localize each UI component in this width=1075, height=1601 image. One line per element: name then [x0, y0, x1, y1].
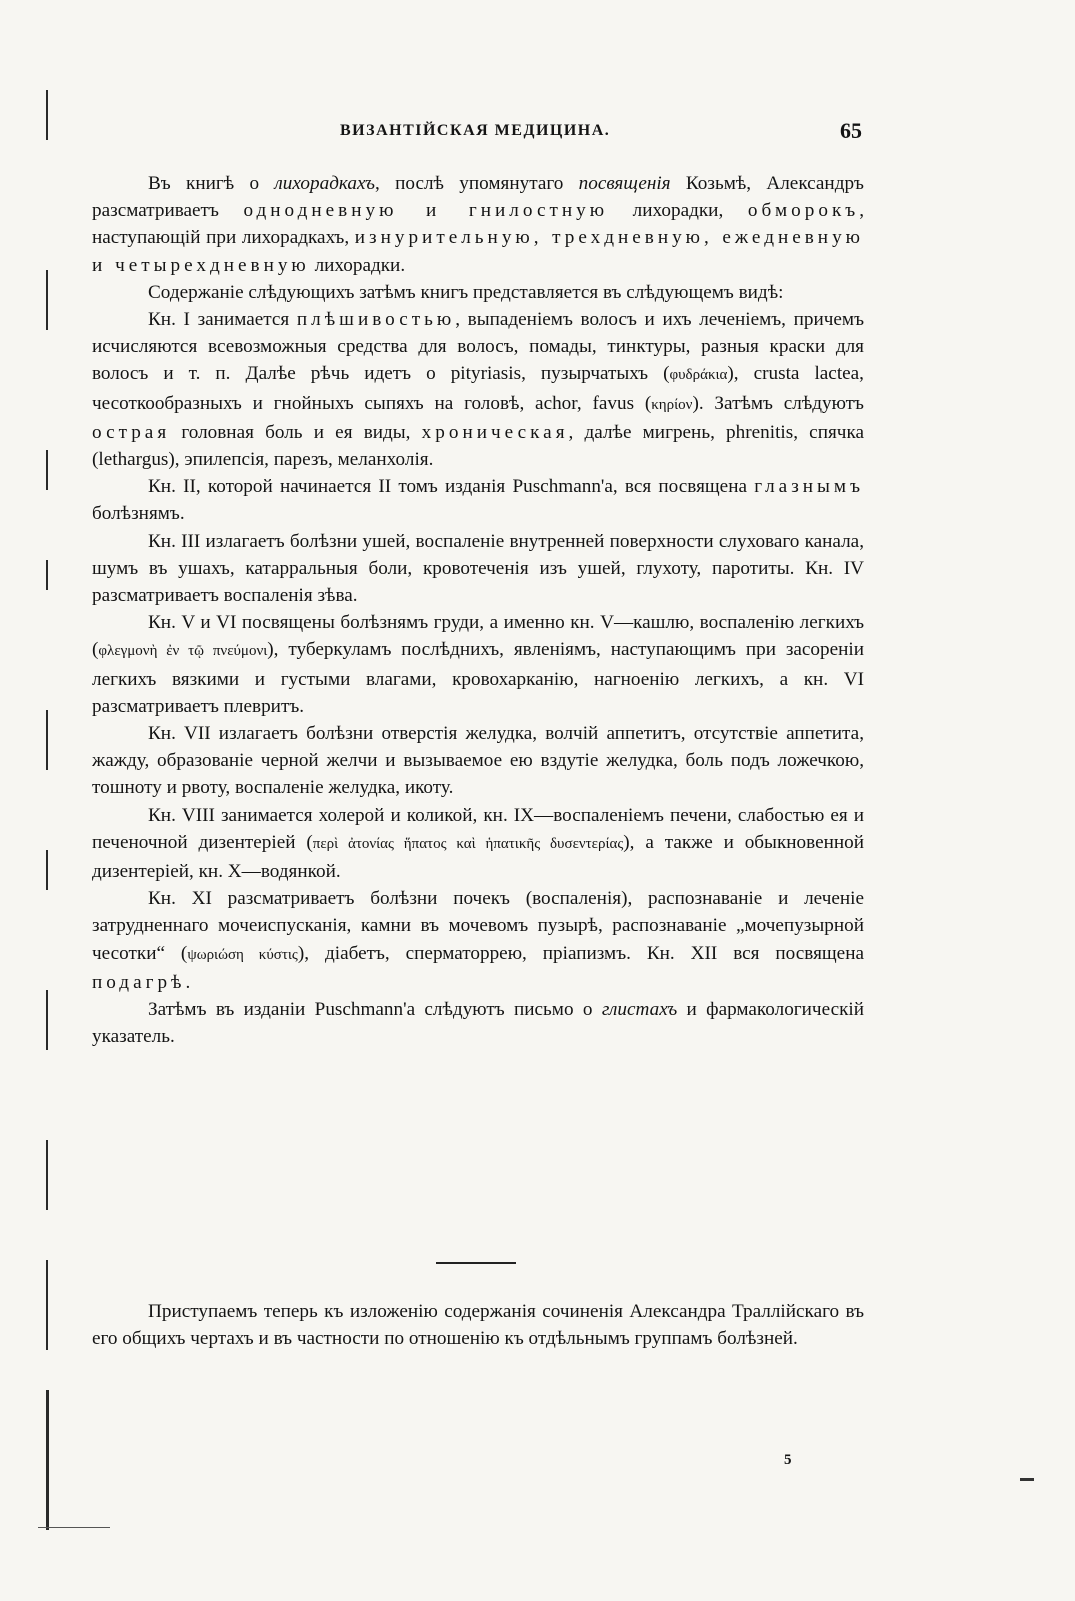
- paragraph: Содержаніе слѣдующихъ затѣмъ книгъ представляется въ слѣдующемъ видѣ:: [148, 281, 784, 303]
- margin-mark: [46, 1390, 49, 1530]
- paragraph: Приступаемъ теперь къ изложенію содержанія сочиненія Александра Траллійскаго въ его общихъ чертахъ и въ частности по отношенію къ отдѣльнымъ группамъ болѣзней.: [92, 1301, 864, 1350]
- paragraph: Затѣмъ въ изданіи Puschmann'а слѣдуютъ письмо о глистахъ и фармакологическій указатель.: [92, 999, 865, 1048]
- section-divider: [436, 1262, 516, 1264]
- margin-mark: [46, 90, 48, 140]
- scan-edge-rule: [38, 1527, 110, 1528]
- margin-mark: [46, 710, 48, 770]
- running-title: ВИЗАНТІЙСКАЯ МЕДИЦИНА.: [340, 122, 611, 139]
- paragraph: Кн. II, которой начинается II томъ изданія Puschmann'а, вся посвящена глазнымъ болѣзнямъ.: [92, 476, 864, 525]
- margin-mark: [46, 270, 48, 330]
- margin-mark: [46, 560, 48, 590]
- printer-signature-mark: 5: [784, 1452, 792, 1468]
- paragraph: Въ книгѣ о лихорадкахъ, послѣ упомянутаго посвященія Козьмѣ, Александръ разсматриваетъ однодневную и гнилостную лихорадки, обморокъ, наступающій при лихорадкахъ, изнурительную, трехдневную, ежедневную и четырехдневную лихорадки.: [92, 173, 864, 276]
- binding-edge-marks: [38, 90, 52, 1530]
- scan-artifact: [1020, 1478, 1034, 1481]
- main-text: [92, 170, 864, 1051]
- margin-mark: [46, 450, 48, 490]
- margin-mark: [46, 1140, 48, 1210]
- closing-text: [92, 1298, 864, 1352]
- margin-mark: [46, 1260, 48, 1350]
- paragraph: Кн. V и VI посвящены болѣзнямъ груди, а именно кн. V—кашлю, воспаленію легкихъ (φλεγμονὴ ἐν τῷ πνεύμονι), туберкуламъ послѣднихъ, явленіямъ, наступающимъ при засореніи легкихъ вязкими и густыми влагами, кровохарканію, нагноенію легкихъ, а кн. VI разсматриваетъ плевритъ.: [92, 612, 865, 717]
- page-header: [340, 118, 862, 148]
- paragraph: Кн. I занимается плѣшивостью, выпаденіемъ волосъ и ихъ леченіемъ, причемъ исчисляются всевозможныя средства для волосъ, помады, тинктуры, разныя краски для волосъ и т. п. Далѣе рѣчь идетъ о pityriasis, пузырчатыхъ (φυδράκια), crusta lactea, чесоткообразныхъ и гнойныхъ сыпяхъ на головѣ, achor, favus (κηρίον). Затѣмъ слѣдуютъ острая головная боль и ея виды, хроническая, далѣе мигрень, phrenitis, спячка (lethargus), эпилепсія, парезъ, меланхолія.: [92, 309, 864, 471]
- paragraph: Кн. VIII занимается холерой и коликой, кн. IX—воспаленіемъ печени, слабостью ея и печеночной дизентеріей (περὶ ἀτονίας ἥπατος καὶ ἡπατικῆς δυσεντερίας), а также и обыкновенной дизентеріей, кн. X—водянкой.: [92, 804, 865, 883]
- margin-mark: [46, 990, 48, 1050]
- paragraph: Кн. III излагаетъ болѣзни ушей, воспаленіе внутренней поверхности слуховаго канала, шумъ въ ушахъ, катарральныя боли, кровотеченія изъ ушей, глухоту, паротиты. Кн. IV разсматриваетъ воспаленія зѣва.: [92, 530, 864, 607]
- paragraph: Кн. XI разсматриваетъ болѣзни почекъ (воспаленія), распознаваніе и леченіе затрудненнаго мочеиспусканія, камни въ мочевомъ пузырѣ, распознаваніе „мочепузырной чесотки“ (ψωριώση κύστις), діабетъ, сперматоррею, пріапизмъ. Кн. XII вся посвящена подагрѣ.: [92, 888, 864, 993]
- paragraph: Кн. VII излагаетъ болѣзни отверстія желудка, волчій аппетитъ, отсутствіе аппетита, жажду, образованіе черной желчи и вызываемое ею вздутіе желудка, боль подъ ложечкою, тошноту и рвоту, воспаленіе желудка, икоту.: [92, 723, 864, 799]
- page-number: 65: [840, 118, 862, 143]
- margin-mark: [46, 850, 48, 890]
